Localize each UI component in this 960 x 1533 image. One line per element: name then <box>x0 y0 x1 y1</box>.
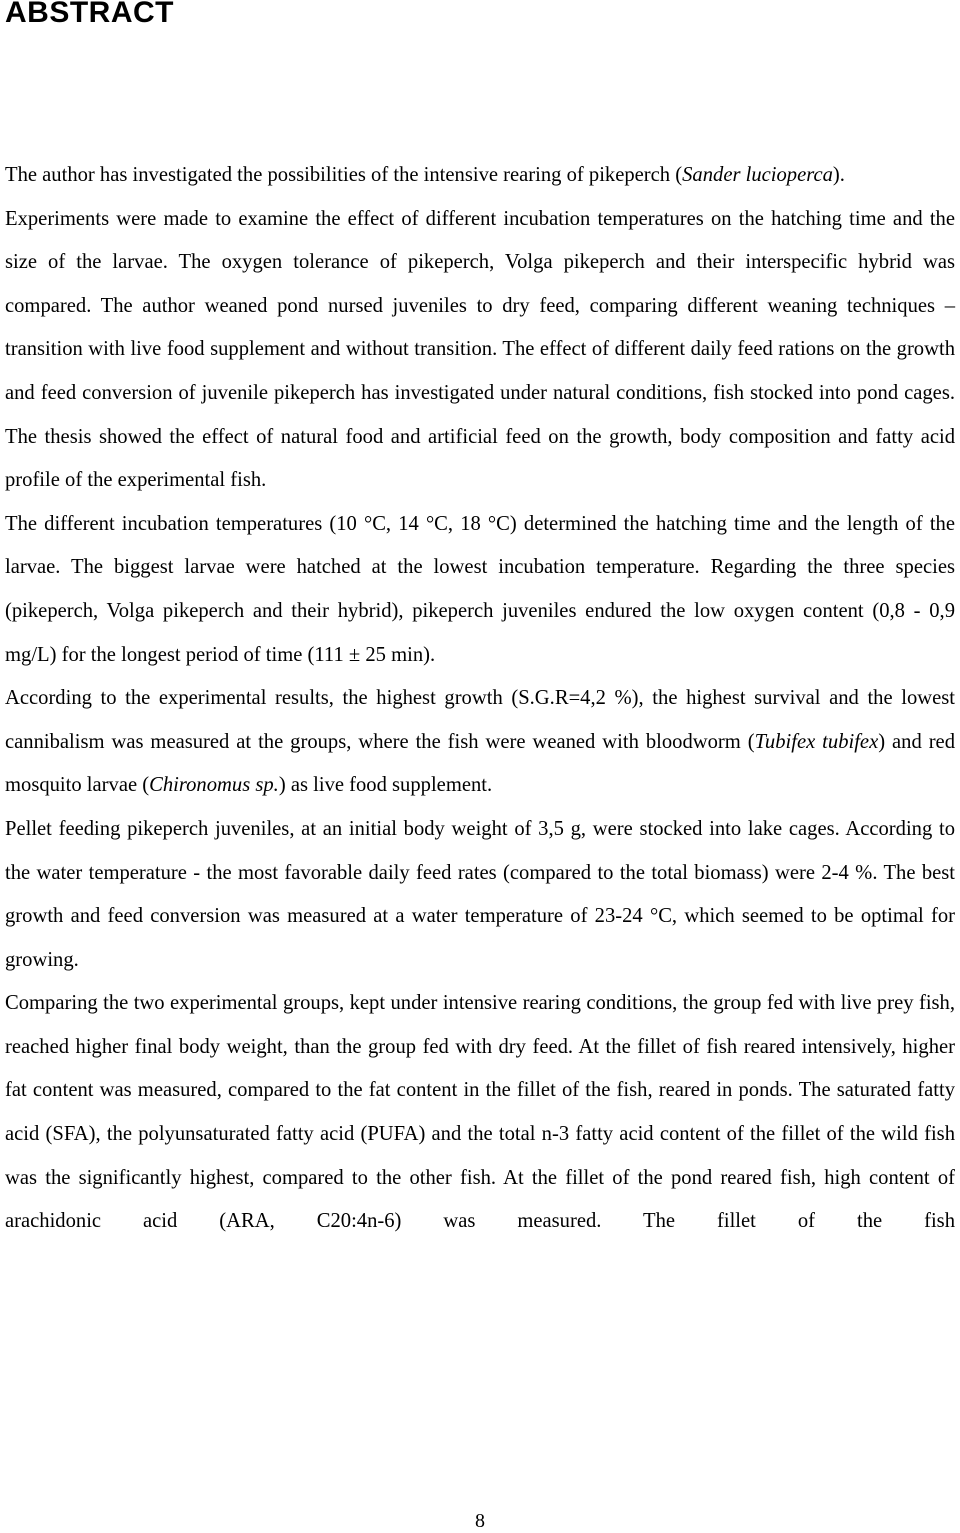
species-name-chironomus: Chironomus sp. <box>149 774 279 797</box>
paragraph-incubation: The different incubation temperatures (10 °C, 14 °C, 18 °C) determined the hatching time and the length of the larvae. The biggest larvae were hatched at the lowest incubation temperature. Regarding the three species (pikeperch, Volga pikeperch and their hybrid), pikeperch juveniles endured the low oxygen content (0,8 - 0,9 mg/L) for the longest period of time (111 ± 25 min). <box>5 512 955 666</box>
species-name: Sander lucioperca <box>682 164 833 186</box>
paragraph-intro-text: The author has investigated the possibilities of the intensive rearing of pikeperch ( <box>5 164 683 186</box>
paragraph-weaning-text: According to the experimental results, the highest growth (S.G.R=4,2 %), the highest survival and the lowest cannibalism was measured at the groups, where the fish were weaned with bloodworm ( <box>5 687 955 753</box>
species-name-tubifex: Tubifex tubifex <box>754 730 879 753</box>
page-number: 8 <box>475 1510 485 1532</box>
paragraph-experiments: Experiments were made to examine the effect of different incubation temperatures on the hatching time and the size of the larvae. The oxygen tolerance of pikeperch, Volga pikeperch and their interspecific hybrid was compared. The author weaned pond nursed juveniles to dry feed, comparing different weaning techniques – transition with live food supplement and without transition. The effect of different daily feed rations on the growth and feed conversion of juvenile pikeperch has investigated under natural conditions, fish stocked into pond cages. The thesis showed the effect of natural food and artificial feed on the growth, body composition and fatty acid profile of the experimental fish. <box>5 207 955 492</box>
section-heading: ABSTRACT <box>5 0 174 29</box>
paragraph-intro <box>5 154 955 198</box>
paragraph-weaning-results <box>5 677 955 808</box>
abstract-body <box>5 154 955 1244</box>
paragraph-intro-end: ). <box>832 164 845 186</box>
paragraph-comparison: Comparing the two experimental groups, kept under intensive rearing conditions, the group fed with live prey fish, reached higher final body weight, than the group fed with dry feed. At the fillet of fish reared intensively, higher fat content was measured, compared to the fat content in the fillet of the fish, reared in ponds. The saturated fatty acid (SFA), the polyunsaturated fatty acid (PUFA) and the total n-3 fatty acid content of the fillet of the wild fish was the significantly highest, compared to the other fish. At the fillet of the pond reared fish, high content of arachidonic acid (ARA, C20:4n-6) was measured. The fillet of the fish <box>5 992 955 1233</box>
paragraph-weaning-middle: ) and red mosquito larvae ( <box>5 730 955 797</box>
paragraph-weaning-end: ) as live food supplement. <box>278 774 493 797</box>
paragraph-pellet-feeding: Pellet feeding pikeperch juveniles, at an initial body weight of 3,5 g, were stocked into lake cages. According to the water temperature - the most favorable daily feed rates (compared to the total biomass) were 2-4 %. The best growth and feed conversion was measured at a water temperature of 23-24 °C, which seemed to be optimal for growing. <box>5 817 955 971</box>
